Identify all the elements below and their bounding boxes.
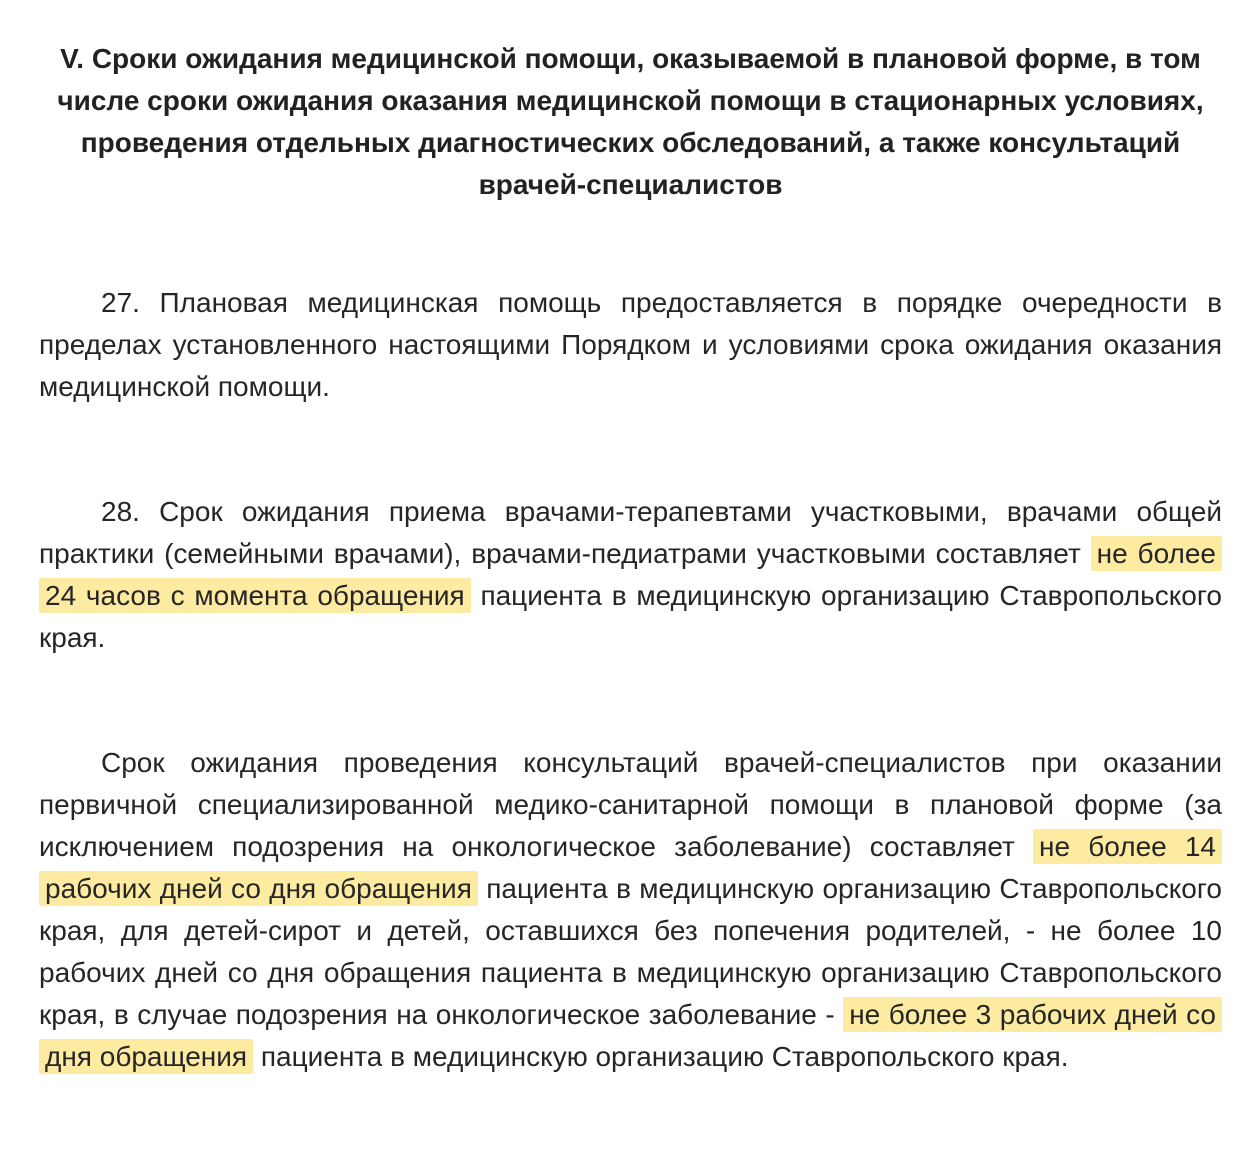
paragraph-28: [39, 491, 1222, 659]
paragraph-specialists-part2: пациента в медицинскую организацию Ставропольского края, для детей-сирот и детей, оставшихся без попечения родителей, - не более 10 рабочих дней со дня обращения пациента в медицинскую организацию Ставропольского края, в случае подозрения на онкологическое заболевание -: [39, 873, 1222, 1030]
paragraph-specialists-part1: Срок ожидания проведения консультаций врачей-специалистов при оказании первичной специализированной медико-санитарной помощи в плановой форме (за исключением подозрения на онкологическое заболевание) составляет: [39, 747, 1222, 862]
paragraph-27: [39, 282, 1222, 408]
paragraph-28-text-before: 28. Срок ожидания приема врачами-терапевтами участковыми, врачами общей практики (семейными врачами), врачами-педиатрами участковыми составляет: [39, 496, 1222, 569]
document-page: [39, 38, 1222, 1078]
highlight-24-hours: не более 24 часов с момента обращения: [39, 536, 1222, 613]
highlight-3-days: не более 3 рабочих дней со дня обращения: [39, 997, 1222, 1074]
paragraph-27-text: 27. Плановая медицинская помощь предоставляется в порядке очередности в пределах установленного настоящими Порядком и условиями срока ожидания оказания медицинской помощи.: [39, 287, 1222, 402]
section-title: V. Сроки ожидания медицинской помощи, оказываемой в плановой форме, в том числе сроки ожидания оказания медицинской помощи в стационарных условиях, проведения отдельных диагностических обследований, а также консультаций врачей-специалистов: [57, 43, 1204, 200]
highlight-14-days: не более 14 рабочих дней со дня обращения: [39, 829, 1222, 906]
paragraph-specialists: [39, 742, 1222, 1078]
paragraph-28-text-after: пациента в медицинскую организацию Ставропольского края.: [39, 580, 1223, 653]
paragraph-specialists-part3: пациента в медицинскую организацию Ставропольского края.: [253, 1041, 1069, 1072]
